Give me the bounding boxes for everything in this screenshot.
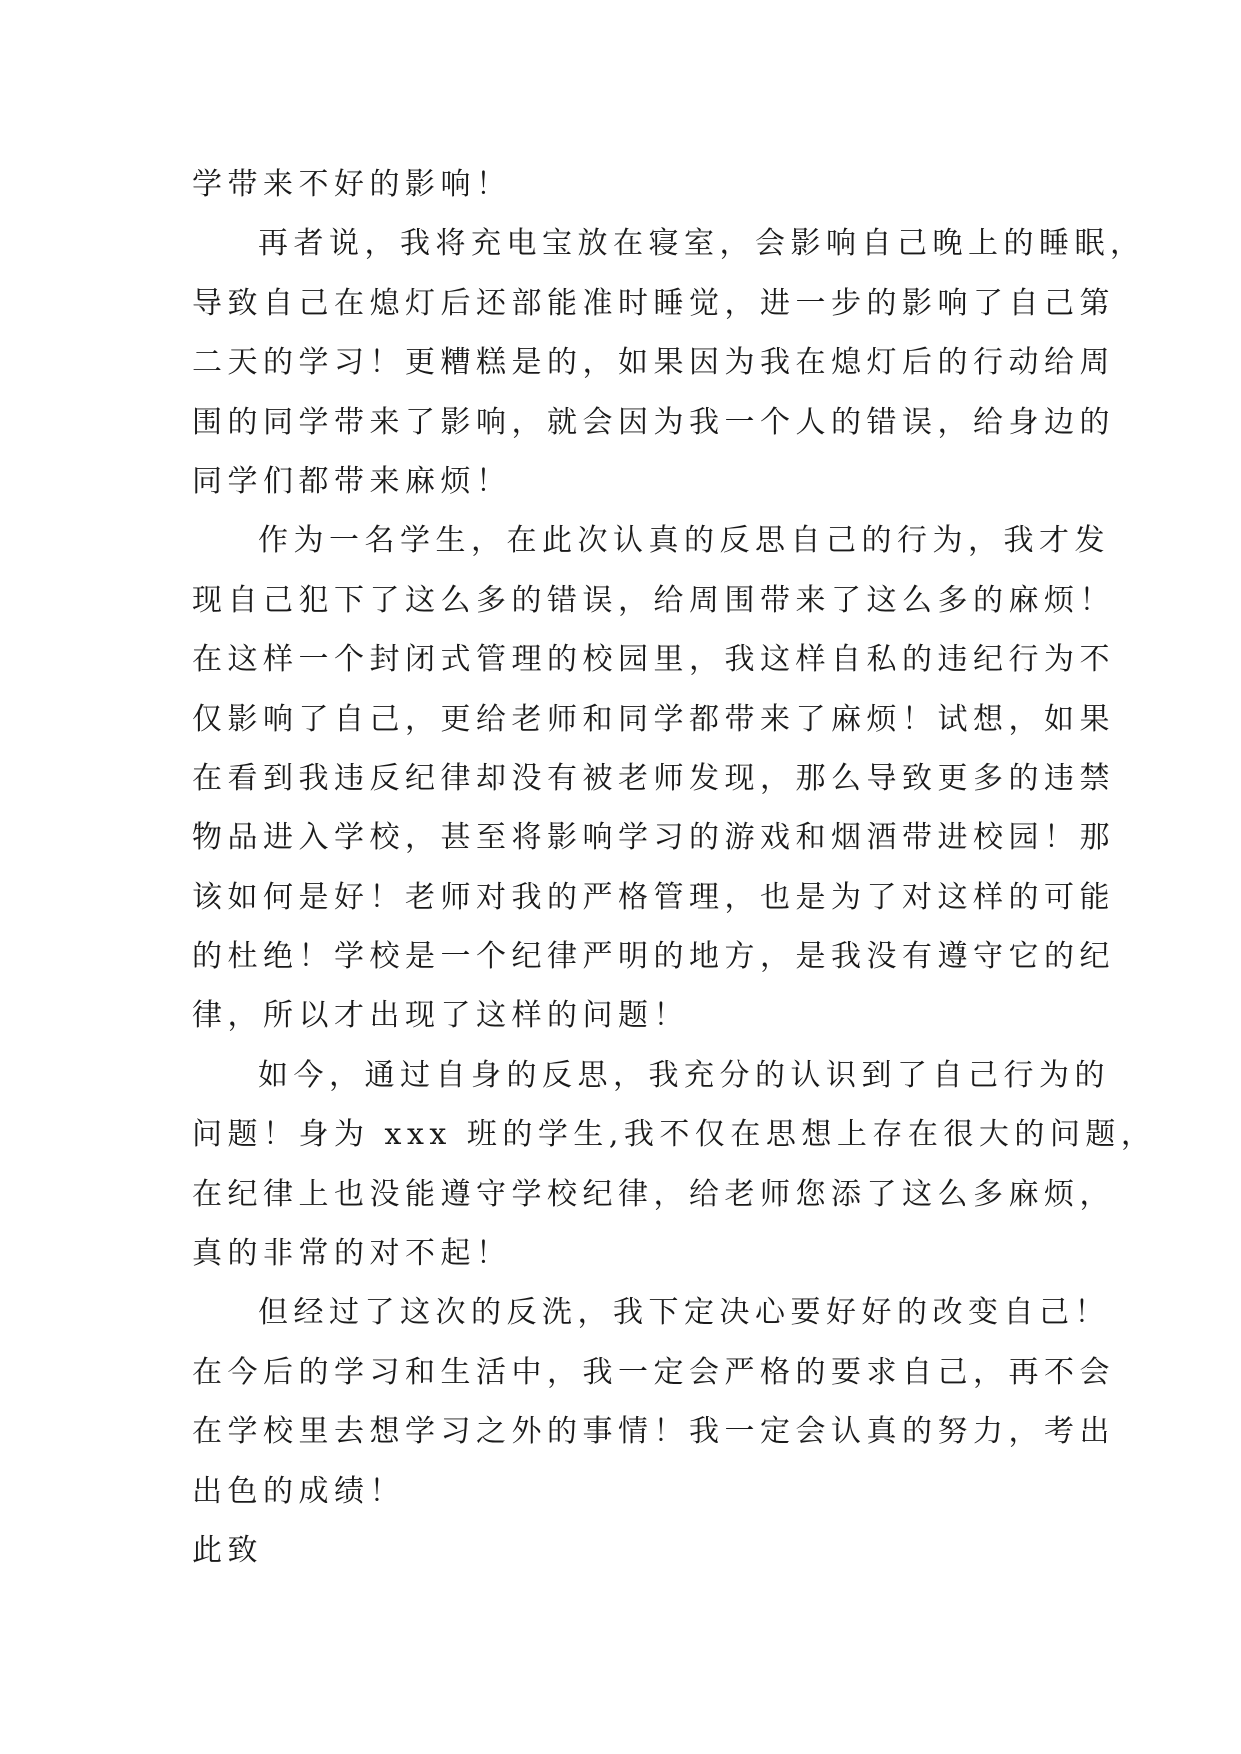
- letter-body: [192, 155, 1157, 1580]
- text-line: 学带来不好的影响！: [192, 167, 512, 202]
- text-line: 律，所以才出现了这样的问题！: [192, 998, 689, 1034]
- text-line: 现自己犯下了这么多的错误，给周围带来了这么多的麻烦！: [192, 582, 1115, 618]
- paragraph-start-line: 再者说，我将充电宝放在寝室，会影响自己晚上的睡眠，: [258, 226, 1146, 262]
- text-line: 在这样一个封闭式管理的校园里，我这样自私的违纪行为不: [192, 642, 1115, 678]
- closing-salutation: 此致: [192, 1532, 263, 1568]
- text-line: 的杜绝！学校是一个纪律严明的地方，是我没有遵守它的纪: [192, 939, 1115, 975]
- text-line: 在看到我违反纪律却没有被老师发现，那么导致更多的违禁: [192, 760, 1115, 796]
- paragraph-start-line: 如今，通过自身的反思，我充分的认识到了自己行为的: [258, 1057, 1110, 1093]
- text-line: 真的非常的对不起！: [192, 1236, 512, 1272]
- text-line: 在学校里去想学习之外的事情！我一定会认真的努力，考出: [192, 1414, 1115, 1450]
- paragraph-start-line: 但经过了这次的反洗，我下定决心要好好的改变自己！: [258, 1295, 1110, 1331]
- text-line: 在今后的学习和生活中，我一定会严格的要求自己，再不会: [192, 1354, 1115, 1390]
- text-line: 同学们都带来麻烦！: [192, 463, 512, 499]
- text-line: 出色的成绩！: [192, 1473, 405, 1509]
- text-line: 二天的学习！更糟糕是的，如果因为我在熄灯后的行动给周: [192, 345, 1115, 381]
- text-line: 问题！身为 xxx 班的学生,我不仅在思想上存在很大的问题，: [192, 1117, 1157, 1153]
- text-line: 导致自己在熄灯后还部能准时睡觉，进一步的影响了自己第: [192, 285, 1115, 321]
- text-line: 物品进入学校，甚至将影响学习的游戏和烟酒带进校园！那: [192, 820, 1115, 856]
- text-line: 仅影响了自己，更给老师和同学都带来了麻烦！试想，如果: [192, 701, 1115, 737]
- text-line: 围的同学带来了影响，就会因为我一个人的错误，给身边的: [192, 404, 1115, 440]
- paragraph-start-line: 作为一名学生，在此次认真的反思自己的行为，我才发: [258, 523, 1110, 559]
- text-line: 在纪律上也没能遵守学校纪律，给老师您添了这么多麻烦，: [192, 1176, 1115, 1212]
- text-line: 该如何是好！老师对我的严格管理，也是为了对这样的可能: [192, 879, 1115, 915]
